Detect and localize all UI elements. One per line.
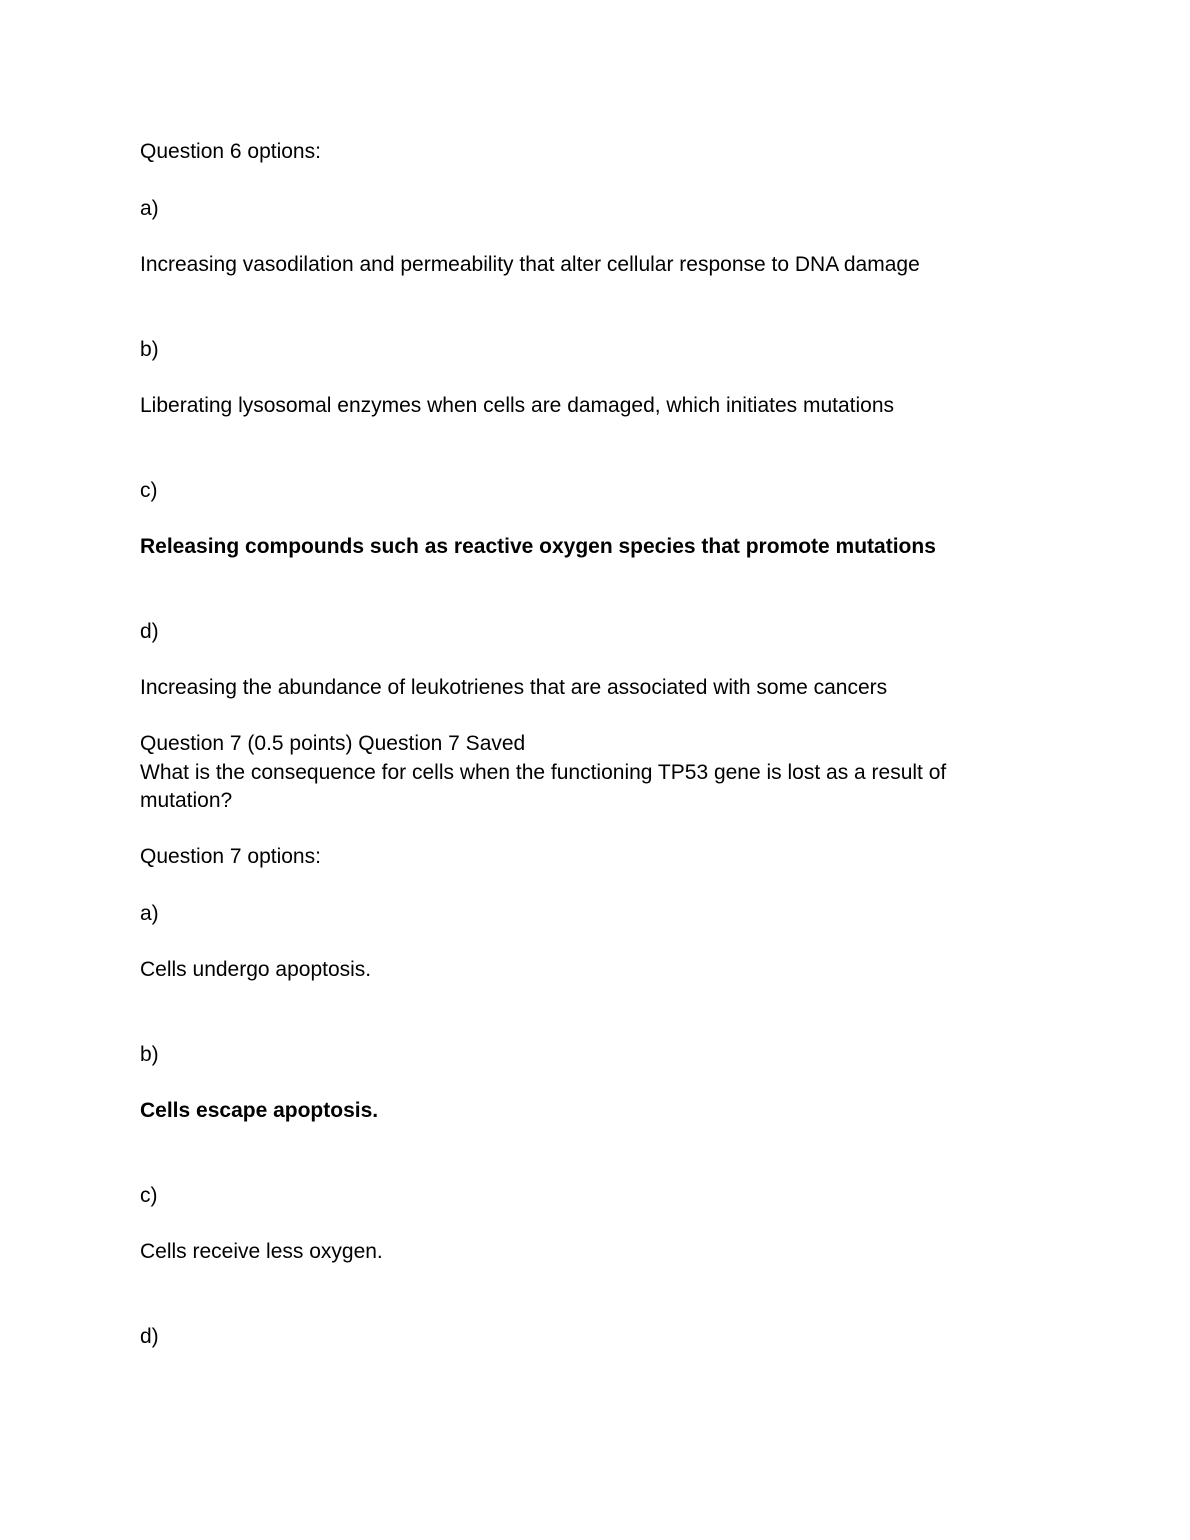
- q6-option-c-letter: c): [140, 479, 158, 502]
- q7-header: Question 7 (0.5 points) Question 7 Saved: [140, 732, 526, 755]
- q6-option-d-letter: d): [140, 620, 159, 643]
- q7-option-a-text: Cells undergo apoptosis.: [140, 958, 372, 981]
- q7-options-header: Question 7 options:: [140, 845, 321, 868]
- q7-prompt: What is the consequence for cells when the functioning TP53 gene is lost as a result of mutation?: [140, 761, 947, 812]
- q6-option-c-text-selected: Releasing compounds such as reactive oxygen species that promote mutations: [140, 535, 936, 558]
- q7-option-c-letter: c): [140, 1184, 158, 1207]
- q7-option-b-text-selected: Cells escape apoptosis.: [140, 1099, 379, 1122]
- q6-options-header: Question 6 options:: [140, 140, 321, 163]
- q6-option-a-letter: a): [140, 197, 159, 220]
- q7-option-b-letter: b): [140, 1043, 159, 1066]
- q6-option-b-letter: b): [140, 338, 159, 361]
- q6-option-d-text: Increasing the abundance of leukotrienes that are associated with some cancers: [140, 676, 888, 699]
- q7-option-a-letter: a): [140, 902, 159, 925]
- q6-option-a-text: Increasing vasodilation and permeability that alter cellular response to DNA damage: [140, 253, 920, 276]
- q7-option-d-letter: d): [140, 1325, 159, 1348]
- q6-option-b-text: Liberating lysosomal enzymes when cells are damaged, which initiates mutations: [140, 394, 895, 417]
- q7-option-c-text: Cells receive less oxygen.: [140, 1240, 383, 1263]
